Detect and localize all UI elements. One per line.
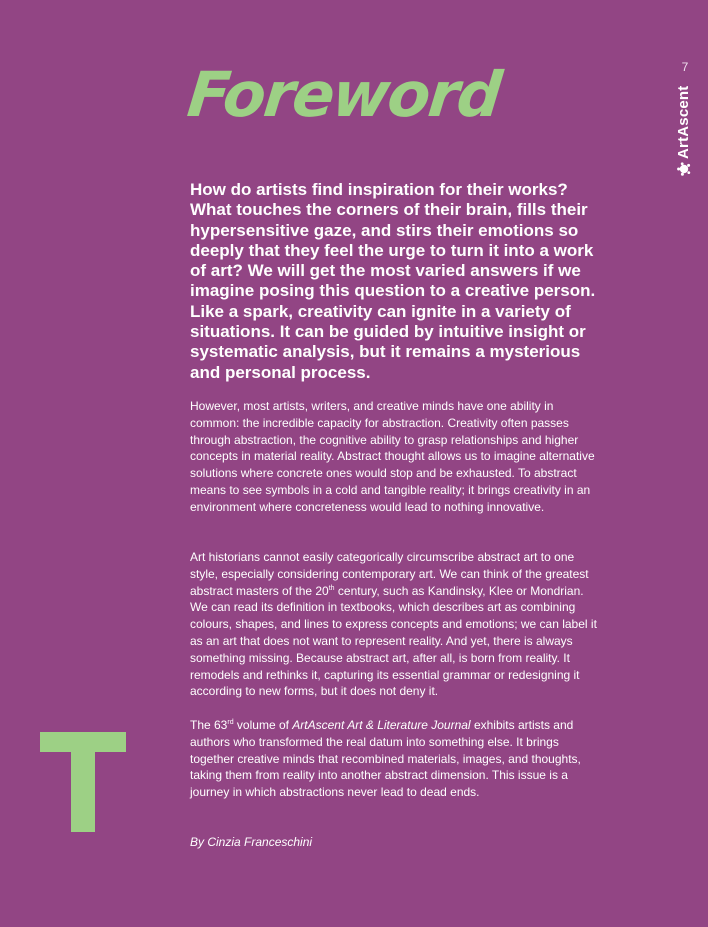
brand-name: ArtAscent [675, 85, 692, 159]
page-number: 7 [681, 60, 689, 74]
body-paragraph-1: However, most artists, writers, and creative minds have one ability in common: the incredible capacity for abstraction. Creativity often passes through abstraction, the cognitive ability to grasp relationships and higher concepts in material reality. Abstract thought allows us to imagine alternative solutions where concrete ones would stop and be exhausted. To abstract means to see symbols in a cold and tangible reality; it brings creativity in an environment where concreteness would lead to nothing innovative. [190, 399, 595, 514]
splat-icon [677, 162, 691, 176]
paragraph-3-text-c: exhibits artists and authors who transformed the real datum into something else. It brings together creative minds that recombined materials, images, and thoughts, taking them from reality into another abstract dimension. This issue is a journey in which abstractions never lead to dead ends. [190, 718, 581, 800]
journal-title: ArtAscent Art & Literature Journal [292, 718, 471, 732]
lead-paragraph: How do artists find inspiration for their works? What touches the corners of their brain, fills their hypersensitive gaze, and stirs their emotions so deeply that they feel the urge to turn it into a work of art? We will get the most varied answers if we imagine posing this question to a creative person. Like a spark, creativity can ignite in a variety of situations. It can be guided by intuitive insight or systematic analysis, but it remains a mysterious and personal process. [190, 180, 596, 382]
body-paragraph-3 [190, 717, 600, 801]
paragraph-2-text-a: Art historians cannot easily categorically circumscribe abstract art to one style, especially considering contemporary art. We can think of the greatest abstract masters of the 20 [190, 550, 589, 598]
dropcap-stem [71, 732, 95, 832]
paragraph-3-text-b: volume of [233, 718, 293, 732]
paragraph-3-text-a: The 63 [190, 718, 228, 732]
ordinal-suffix-th: th [328, 584, 335, 592]
dropcap-letter [40, 732, 126, 832]
ordinal-suffix-rd: rd [227, 719, 234, 726]
body-paragraph-2 [190, 549, 600, 700]
author-byline: By Cinzia Franceschini [190, 835, 313, 849]
brand-vertical-text [675, 86, 692, 176]
paragraph-2-text-b: century, such as Kandinsky, Klee or Mondrian. We can read its definition in textbooks, which describes art as combining colours, shapes, and lines to express concepts and emotions; we can label it as an art that does not want to represent reality. And yet, there is always something missing. Because abstract art, after all, is born from reality. It remodels and rethinks it, capturing its essential grammar or redesigning it according to new forms, but it does not deny it. [190, 583, 597, 699]
page-title: Foreword [184, 58, 504, 131]
brand-logo [670, 78, 698, 178]
